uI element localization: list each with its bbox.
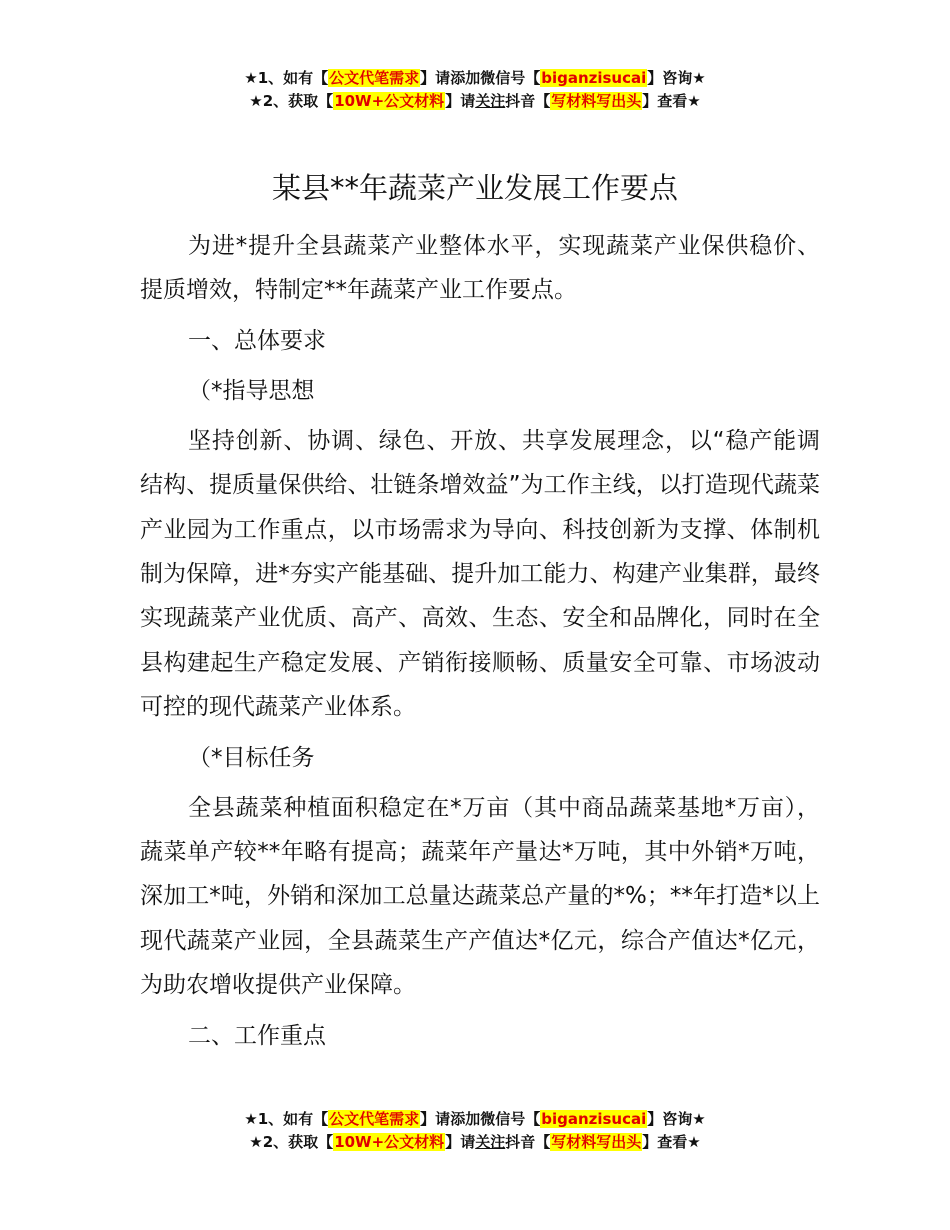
banner-text: 】咨询★ <box>647 1110 706 1128</box>
section-heading-1: 一、总体要求 <box>188 327 326 354</box>
banner-highlight: biganzisucai <box>541 69 647 87</box>
banner-text: 关注 <box>475 1133 506 1151</box>
banner-text: ★1、如有【 <box>244 1110 329 1128</box>
banner-text: 微信号【 <box>480 69 541 87</box>
banner-text: 添加 <box>450 1110 481 1128</box>
banner-highlight: 公文代笔需求 <box>329 69 420 87</box>
banner-line-2 <box>0 1131 950 1154</box>
subheading-guiding-thought: （*指导思想 <box>188 377 315 404</box>
document-body <box>140 224 820 1064</box>
banner-line-1 <box>0 67 950 90</box>
banner-text: ★2、获取【 <box>249 92 334 110</box>
document-title: 某县**年蔬菜产业发展工作要点 <box>271 171 678 205</box>
banner-text: 微信号【 <box>480 1110 541 1128</box>
banner-highlight: biganzisucai <box>541 1110 647 1128</box>
banner-text: ★1、如有【 <box>244 69 329 87</box>
section-heading-2: 二、工作重点 <box>188 1022 326 1049</box>
banner-text: 】请 <box>420 1110 451 1128</box>
banner-text: 】请 <box>445 92 476 110</box>
banner-line-1 <box>0 1108 950 1131</box>
banner-highlight: 10W+公文材料 <box>334 1133 445 1151</box>
banner-text: 】请 <box>420 69 451 87</box>
banner-text: 抖音【 <box>505 1133 551 1151</box>
paragraph-targets: 全县蔬菜种植面积稳定在*万亩（其中商品蔬菜基地*万亩），蔬菜单产较**年略有提高；蔬菜年产量达*万吨，其中外销*万吨，深加工*吨，外销和深加工总量达蔬菜总产量的*%；**年打造*以上现代蔬菜产业园，全县蔬菜生产产值达*亿元，综合产值达*亿元，为助农增收提供产业保障。 <box>140 794 820 999</box>
footer-banner <box>0 1108 950 1154</box>
banner-text: 】咨询★ <box>647 69 706 87</box>
intro-paragraph: 为进*提升全县蔬菜产业整体水平，实现蔬菜产业保供稳价、提质增效，特制定**年蔬菜产业工作要点。 <box>140 233 820 304</box>
paragraph-guiding-thought: 坚持创新、协调、绿色、开放、共享发展理念，以“稳产能调结构、提质量保供给、壮链条增效益”为工作主线，以打造现代蔬菜产业园为工作重点，以市场需求为导向、科技创新为支撑、体制机制为保障，进*夯实产能基础、提升加工能力、构建产业集群，最终实现蔬菜产业优质、高产、高效、生态、安全和品牌化，同时在全县构建起生产稳定发展、产销衔接顺畅、质量安全可靠、市场波动可控的现代蔬菜产业体系。 <box>140 427 820 721</box>
subheading-targets: （*目标任务 <box>188 744 315 771</box>
header-banner <box>0 67 950 113</box>
banner-highlight: 公文代笔需求 <box>329 1110 420 1128</box>
banner-highlight: 写材料写出头 <box>551 92 642 110</box>
banner-text: ★2、获取【 <box>249 1133 334 1151</box>
banner-highlight: 10W+公文材料 <box>334 92 445 110</box>
banner-highlight: 写材料写出头 <box>551 1133 642 1151</box>
banner-text: 抖音【 <box>505 92 551 110</box>
banner-line-2 <box>0 90 950 113</box>
banner-text: 】查看★ <box>642 92 701 110</box>
banner-text: 关注 <box>475 92 506 110</box>
banner-text: 添加 <box>450 69 481 87</box>
banner-text: 】请 <box>445 1133 476 1151</box>
banner-text: 】查看★ <box>642 1133 701 1151</box>
